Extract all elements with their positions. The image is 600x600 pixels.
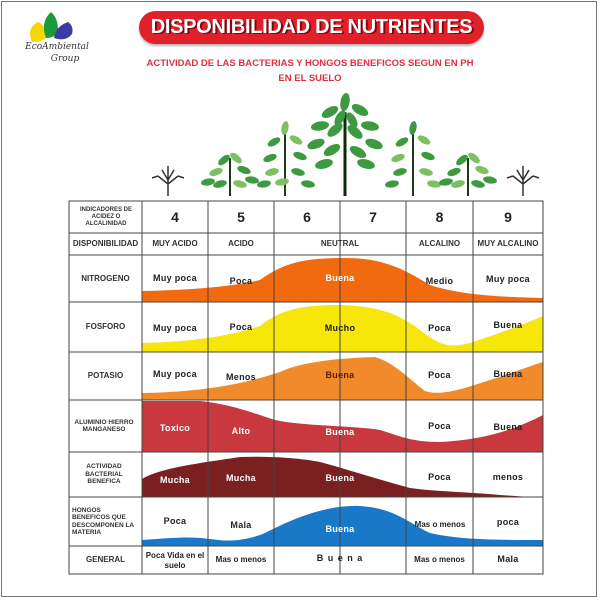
cell-value: Muy poca [486,273,530,284]
cell-value: Poca [428,369,451,380]
cell-value: Buena [325,272,355,283]
cell-value: Mas o menos [414,520,466,530]
cell-value: Buena [325,472,355,483]
cell-value: Mala [497,553,519,564]
cell-value: Poca [163,515,187,526]
row-label-aluminio: ALUMINIO HIERRO MANGANESO [74,418,134,433]
ph-9: 9 [504,208,512,225]
row-label-nitrogeno: NITROGENO [81,273,130,283]
cell-value: Menos [225,371,256,382]
cell-value: Buena [493,368,523,379]
cell-value: Poca [229,275,253,286]
page-title: DISPONIBILIDAD DE NUTRIENTES [150,16,473,38]
logo-subtext: Group [50,54,80,64]
cell-value: Mas o menos [215,555,267,565]
availability-label: DISPONIBILIDAD [72,239,139,249]
cell-value: Toxico [159,422,191,433]
cell-value: Muy poca [153,322,197,333]
cell-value: Buena [493,421,523,432]
cell-value: Poca Vida en el suelo [145,551,205,570]
cell-value: Buena [493,319,523,330]
availability-muy-alcalino: MUY ALCALINO [477,239,539,249]
cell-value: Medio [425,275,454,286]
cell-value: Poca [428,322,451,333]
subtitle-line-2: EN EL SUELO [278,73,342,84]
cell-value: Buena [325,523,355,534]
cell-value: menos [492,471,524,482]
ph-7: 7 [369,208,377,225]
ph-6: 6 [303,208,311,225]
ph-8: 8 [435,208,444,225]
row-label-potasio: POTASIO [87,371,124,381]
cell-value: Mas o menos [414,555,465,565]
cell-value: Poca [428,471,451,482]
cell-value: Muy poca [153,272,197,283]
cell-value: poca [496,516,520,527]
ph-5: 5 [237,208,245,225]
cell-value: Buena [325,369,355,380]
cell-value: Poca [229,321,253,332]
corner-label: INDICADORES DE ACIDEZ O ALCALINIDAD [79,207,132,227]
cell-value: B u e n a [316,552,364,563]
logo-text: EcoAmbiental [25,42,89,52]
cell-value: Mucho [324,322,356,333]
cell-value: Alto [231,425,251,436]
availability-muy-acido: MUY ACIDO [152,239,198,249]
availability-neutral: NEUTRAL [320,239,360,249]
row-label-hongos: HONGOS BENEFICOS QUE DESCOMPONEN LA MATERIA [72,506,134,536]
cell-value: Buena [325,426,355,437]
cell-value: Mucha [159,474,190,485]
availability-alcalino: ALCALINO [418,239,461,249]
cell-value: Mucha [225,472,256,483]
row-label-fosforo: FOSFORO [85,322,126,332]
row-label-actividad-bacterial: ACTIVIDAD BACTERIAL BENEFICA [85,463,123,486]
availability-acido: ACIDO [228,239,254,249]
cell-value: Poca [428,420,451,431]
subtitle-line-1: ACTIVIDAD DE LAS BACTERIAS Y HONGOS BENEFICOS SEGUN EN PH [146,58,474,69]
cell-value: Mala [230,519,252,530]
cell-value: Muy poca [153,368,197,379]
ph-4: 4 [171,208,179,225]
row-label-general: GENERAL [85,555,126,565]
